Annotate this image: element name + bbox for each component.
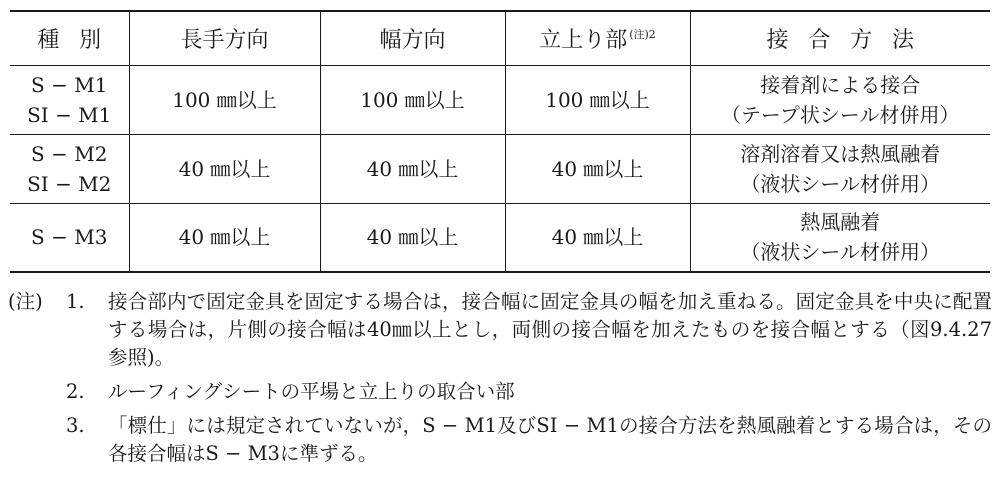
cell-width-direction: 100 ㎜以上 (320, 65, 505, 134)
type-label: SI − M2 (27, 171, 112, 196)
note-item (8, 288, 992, 372)
cell-method (690, 134, 990, 203)
header-upturn-note-ref: (注)2 (629, 28, 656, 42)
joint-width-table (10, 10, 990, 273)
note-item (8, 412, 992, 468)
cell-method (690, 65, 990, 134)
note-number: 2. (66, 380, 85, 403)
table-row (10, 65, 990, 134)
cell-upturn: 40 ㎜以上 (505, 203, 690, 272)
method-label: 接着剤による接合 (760, 72, 921, 97)
method-label: 熱風融着 (800, 210, 881, 235)
type-label: SI − M1 (27, 102, 112, 127)
cell-width-direction: 40 ㎜以上 (320, 203, 505, 272)
cell-method (690, 203, 990, 272)
note-item (8, 378, 992, 406)
table-header-row (10, 11, 990, 65)
type-label: S − M2 (31, 141, 108, 166)
note-number: 3. (66, 414, 85, 437)
cell-upturn: 100 ㎜以上 (505, 65, 690, 134)
note-number: 1. (66, 290, 85, 313)
note-text: 「標仕」には規定されていないが，S − M1及びSI − M1の接合方法を熱風融着とする場合は，その各接合幅はS − M3に準ずる。 (108, 414, 992, 465)
method-note: （液状シール材併用） (740, 171, 941, 196)
type-label: S − M3 (31, 225, 108, 250)
cell-type (10, 65, 129, 134)
header-upturn: 立上り部 $^{(注)2}$ (505, 11, 690, 65)
cell-type (10, 134, 129, 203)
header-type: 種別 (10, 11, 129, 65)
method-note: （テープ状シール材併用） (720, 102, 960, 127)
header-longitudinal: 長手方向 (129, 11, 320, 65)
header-width-direction: 幅方向 (320, 11, 505, 65)
notes-section (8, 288, 992, 474)
type-label: S − M1 (31, 72, 108, 97)
cell-upturn: 40 ㎜以上 (505, 134, 690, 203)
note-text: 接合部内で固定金具を固定する場合は，接合幅に固定金具の幅を加え重ねる。固定金具を中央に配置する場合は，片側の接合幅は40㎜以上とし，両側の接合幅を加えたものを接合幅とする（図9.4.27参照)。 (108, 290, 992, 369)
table-row (10, 203, 990, 272)
header-method: 接合方法 (690, 11, 990, 65)
cell-width-direction: 40 ㎜以上 (320, 134, 505, 203)
cell-type (10, 203, 129, 272)
method-label: 溶剤溶着又は熱風融着 (740, 141, 941, 166)
cell-longitudinal: 100 ㎜以上 (129, 65, 320, 134)
cell-longitudinal: 40 ㎜以上 (129, 203, 320, 272)
note-text: ルーフィングシートの平場と立上りの取合い部 (108, 380, 515, 403)
cell-longitudinal: 40 ㎜以上 (129, 134, 320, 203)
notes-lead: (注) (8, 290, 43, 313)
table-row (10, 134, 990, 203)
method-note: （液状シール材併用） (740, 240, 941, 265)
